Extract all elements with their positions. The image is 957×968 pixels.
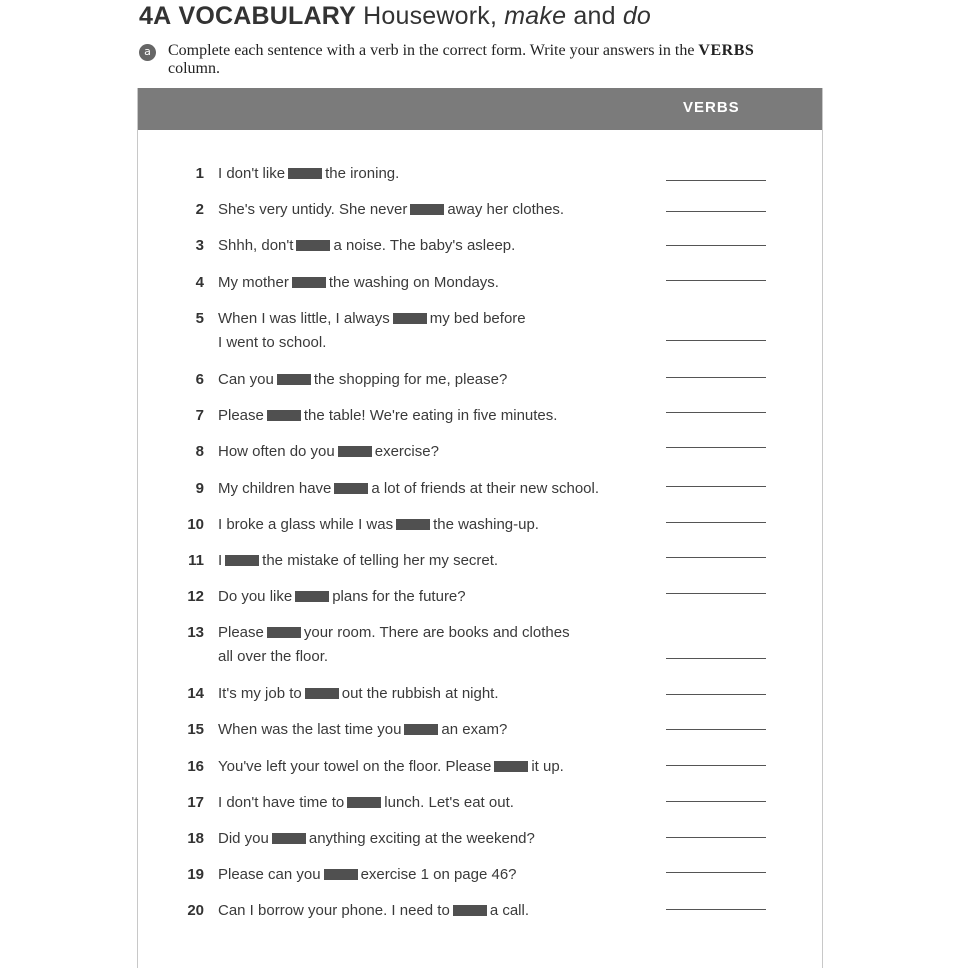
item-number: 17 [187, 794, 204, 811]
blank-gap [295, 591, 329, 602]
blank-gap [396, 519, 430, 530]
blank-gap [288, 168, 322, 179]
sentence-before-gap: I [218, 552, 223, 569]
table-header [138, 88, 822, 130]
sentence-before-gap: Please can you [218, 866, 321, 883]
item-number: 18 [187, 830, 204, 847]
sentence-before-gap: Can you [218, 371, 274, 388]
sentence-text [218, 755, 638, 779]
sentence-after-gap: out the rubbish at night. [341, 685, 499, 702]
sentence-after-gap: lunch. Let's eat out. [384, 794, 514, 811]
answer-line[interactable] [666, 872, 766, 873]
answer-line[interactable] [666, 340, 766, 341]
answer-line[interactable] [666, 837, 766, 838]
sentence-text [218, 162, 638, 186]
sentence-text [218, 718, 638, 742]
item-number: 12 [187, 588, 204, 605]
sentence-before-gap: When was the last time you [218, 721, 402, 738]
item-number: 20 [187, 902, 204, 919]
exercise-badge: a [139, 44, 156, 61]
sentence-after-gap: a call. [489, 902, 529, 919]
subtitle-and: and [566, 2, 623, 30]
blank-gap [277, 374, 311, 385]
sentence-text [218, 477, 638, 501]
item-number: 1 [195, 165, 204, 182]
answer-line[interactable] [666, 801, 766, 802]
blank-gap [453, 905, 487, 916]
sentence-before-gap: I broke a glass while I was [218, 516, 394, 533]
sentence-after-gap: your room. There are books and clothes all over the floor. [218, 624, 570, 665]
sentence-text [218, 682, 638, 706]
blank-gap [404, 724, 438, 735]
sentence-before-gap: Please [218, 407, 264, 424]
item-number: 19 [187, 866, 204, 883]
sentence-text [218, 585, 638, 609]
blank-gap [334, 483, 368, 494]
item-number: 8 [195, 443, 204, 460]
blank-gap [272, 833, 306, 844]
sentence-text [218, 198, 638, 222]
sentence-after-gap: the mistake of telling her my secret. [262, 552, 499, 569]
sentence-before-gap: How often do you [218, 443, 335, 460]
sentence-after-gap: the ironing. [325, 165, 400, 182]
item-number: 13 [187, 624, 204, 641]
sentence-before-gap: Do you like [218, 588, 293, 605]
sentence-text [218, 827, 638, 851]
instruction-part: column. [168, 60, 220, 77]
sentence-text [218, 513, 638, 537]
sentence-text [218, 307, 638, 355]
item-number: 3 [195, 237, 204, 254]
answer-line[interactable] [666, 447, 766, 448]
blank-gap [296, 240, 330, 251]
blank-gap [305, 688, 339, 699]
answer-line[interactable] [666, 211, 766, 212]
sentence-before-gap: Did you [218, 830, 269, 847]
unit-code: 4A [139, 2, 172, 30]
item-number: 10 [187, 516, 204, 533]
page-title [139, 2, 651, 31]
item-number: 9 [195, 480, 204, 497]
sentence-before-gap: It's my job to [218, 685, 302, 702]
sentence-after-gap: the washing-up. [433, 516, 539, 533]
sentence-text [218, 368, 638, 392]
answer-line[interactable] [666, 729, 766, 730]
item-number: 14 [187, 685, 204, 702]
sentence-after-gap: an exam? [441, 721, 508, 738]
sentence-text [218, 440, 638, 464]
blank-gap [494, 761, 528, 772]
answer-line[interactable] [666, 412, 766, 413]
answer-line[interactable] [666, 245, 766, 246]
sentence-before-gap: You've left your towel on the floor. Please [218, 758, 492, 775]
sentence-text [218, 791, 638, 815]
item-number: 2 [195, 201, 204, 218]
answer-line[interactable] [666, 377, 766, 378]
blank-gap [338, 446, 372, 457]
sentence-after-gap: the shopping for me, please? [313, 371, 508, 388]
answer-line[interactable] [666, 694, 766, 695]
sentence-after-gap: the washing on Mondays. [328, 274, 499, 291]
sentence-after-gap: my bed before I went to school. [218, 310, 526, 351]
subtitle-make: make [504, 2, 567, 30]
sentence-after-gap: away her clothes. [447, 201, 565, 218]
blank-gap [225, 555, 259, 566]
sentence-after-gap: exercise 1 on page 46? [360, 866, 517, 883]
sentence-before-gap: My mother [218, 274, 289, 291]
item-number: 7 [195, 407, 204, 424]
sentence-before-gap: Can I borrow your phone. I need to [218, 902, 450, 919]
sentence-after-gap: plans for the future? [332, 588, 466, 605]
sentence-text [218, 404, 638, 428]
section-subtitle [363, 2, 651, 30]
blank-gap [324, 869, 358, 880]
sentence-before-gap: Please [218, 624, 264, 641]
answer-line[interactable] [666, 593, 766, 594]
sentence-after-gap: exercise? [374, 443, 439, 460]
sentence-text [218, 863, 638, 887]
sentence-after-gap: it up. [531, 758, 564, 775]
answer-line[interactable] [666, 765, 766, 766]
blank-gap [292, 277, 326, 288]
instruction-text [168, 42, 768, 78]
sentence-text [218, 621, 638, 669]
sentence-text [218, 271, 638, 295]
item-number: 6 [195, 371, 204, 388]
sentence-before-gap: My children have [218, 480, 332, 497]
sentence-before-gap: She's very untidy. She never [218, 201, 408, 218]
answer-line[interactable] [666, 180, 766, 181]
section-heading: VOCABULARY [178, 2, 356, 30]
sentence-text [218, 234, 638, 258]
sentence-text [218, 899, 638, 923]
sentence-after-gap: a noise. The baby's asleep. [333, 237, 516, 254]
verbs-column-label: VERBS [683, 99, 740, 116]
answer-line[interactable] [666, 280, 766, 281]
sentence-before-gap: I don't have time to [218, 794, 345, 811]
item-number: 11 [188, 552, 204, 569]
subtitle-text: Housework, [363, 2, 505, 30]
answer-line[interactable] [666, 909, 766, 910]
subtitle-do: do [622, 2, 652, 30]
blank-gap [347, 797, 381, 808]
sentence-before-gap: I don't like [218, 165, 286, 182]
exercise-table [137, 88, 823, 968]
answer-line[interactable] [666, 557, 766, 558]
sentence-before-gap: Shhh, don't [218, 237, 294, 254]
item-number: 15 [187, 721, 204, 738]
answer-line[interactable] [666, 486, 766, 487]
sentence-after-gap: the table! We're eating in five minutes. [303, 407, 558, 424]
sentence-before-gap: When I was little, I always [218, 310, 390, 327]
blank-gap [410, 204, 444, 215]
blank-gap [393, 313, 427, 324]
sentence-text [218, 549, 638, 573]
sentence-after-gap: a lot of friends at their new school. [371, 480, 600, 497]
sentence-after-gap: anything exciting at the weekend? [308, 830, 535, 847]
answer-line[interactable] [666, 658, 766, 659]
item-number: 16 [187, 758, 204, 775]
blank-gap [267, 627, 301, 638]
instruction-part: Complete each sentence with a verb in the correct form. Write your answers in the [168, 42, 699, 59]
instruction-keyword: VERBS [698, 42, 755, 59]
answer-line[interactable] [666, 522, 766, 523]
item-number: 5 [195, 310, 204, 327]
item-number: 4 [195, 274, 204, 291]
blank-gap [267, 410, 301, 421]
